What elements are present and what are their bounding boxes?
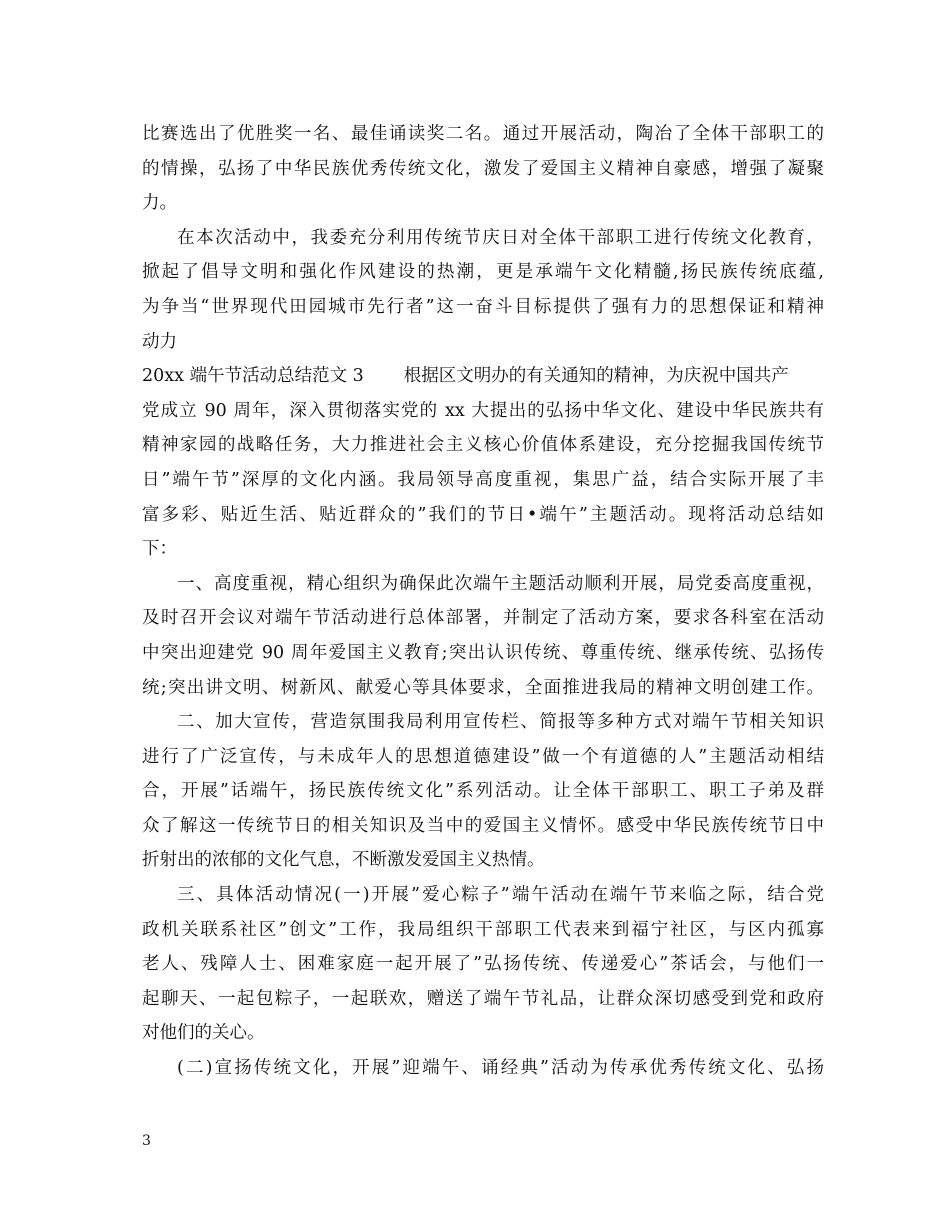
- text-line: 在本次活动中，我委充分利用传统节庆日对全体干部职工进行传统文化教育，: [177, 227, 824, 248]
- text-line: 下：: [142, 539, 177, 560]
- text-line: 众了解这一传统节日的相关知识及当中的爱国主义情怀。感受中华民族传统节日中: [142, 815, 824, 836]
- text-line: 党成立 90 周年，深入贯彻落实党的 xx 大提出的弘扬中华文化、建设中华民族共有: [142, 400, 824, 421]
- document-body: [142, 117, 824, 1086]
- text-line: 掀起了倡导文明和强化作风建设的热潮，更是承端午文化精髓,扬民族传统底蕴,: [142, 262, 824, 283]
- text-line: 为争当“世界现代田园城市先行者”这一奋斗目标提供了强有力的思想保证和精神: [142, 296, 824, 317]
- text-line: 精神家园的战略任务，大力推进社会主义核心价值体系建设，充分挖掘我国传统节: [142, 435, 824, 456]
- text-line: 起聊天、一起包粽子，一起联欢，赠送了端午节礼品，让群众深切感受到党和政府: [142, 988, 824, 1009]
- text-line: 二、加大宣传，营造氛围我局利用宣传栏、简报等多种方式对端午节相关知识: [177, 712, 824, 733]
- text-line: 及时召开会议对端午节活动进行总体部署，并制定了活动方案，要求各科室在活动: [142, 608, 824, 629]
- text-line: 政机关联系社区”创文”工作，我局组织干部职工代表来到福宁社区，与区内孤寡: [142, 919, 824, 940]
- text-line: 合，开展”话端午，扬民族传统文化”系列活动。让全体干部职工、职工子弟及群: [142, 781, 824, 802]
- page-number: 3: [142, 1133, 151, 1149]
- text-line: (二)宣扬传统文化，开展”迎端午、诵经典”活动为传承优秀传统文化、弘扬: [177, 1058, 824, 1079]
- text-line: 中突出迎建党 90 周年爱国主义教育;突出认识传统、尊重传统、继承传统、弘扬传: [142, 642, 824, 663]
- text-line: 一、高度重视，精心组织为确保此次端午主题活动顺利开展，局党委高度重视，: [177, 573, 824, 594]
- text-line: 三、具体活动情况(一)开展”爱心粽子”端午活动在端午节来临之际，结合党: [177, 885, 824, 906]
- text-line: 根据区文明办的有关通知的精神，为庆祝中国共产: [403, 366, 789, 387]
- text-line: 对他们的关心。: [142, 1023, 265, 1044]
- text-line: 比赛选出了优胜奖一名、最佳诵读奖二名。通过开展活动，陶冶了全体干部职工的: [142, 124, 824, 144]
- text-line: 日”端午节”深厚的文化内涵。我局领导高度重视，集思广益，结合实际开展了丰: [142, 469, 824, 490]
- text-line: 富多彩、贴近生活、贴近群众的”我们的节日•端午”主题活动。现将活动总结如: [142, 504, 824, 525]
- text-line: 力。: [142, 193, 177, 214]
- text-line: 统;突出讲文明、树新风、献爱心等具体要求，全面推进我局的精神文明创建工作。: [142, 677, 824, 698]
- section-heading: 20xx 端午节活动总结范文 3: [142, 366, 364, 387]
- text-line: 进行了广泛宣传，与未成年人的思想道德建设”做一个有道德的人”主题活动相结: [142, 746, 824, 767]
- text-line: 折射出的浓郁的文化气息，不断激发爱国主义热情。: [142, 850, 545, 871]
- text-line: 的情操，弘扬了中华民族优秀传统文化，激发了爱国主义精神自豪感，增强了凝聚: [142, 158, 824, 179]
- text-line: 动力: [142, 331, 177, 352]
- text-line: 老人、残障人士、困难家庭一起开展了”弘扬传统、传递爱心”茶话会，与他们一: [142, 954, 824, 975]
- section-heading-line: [142, 359, 824, 394]
